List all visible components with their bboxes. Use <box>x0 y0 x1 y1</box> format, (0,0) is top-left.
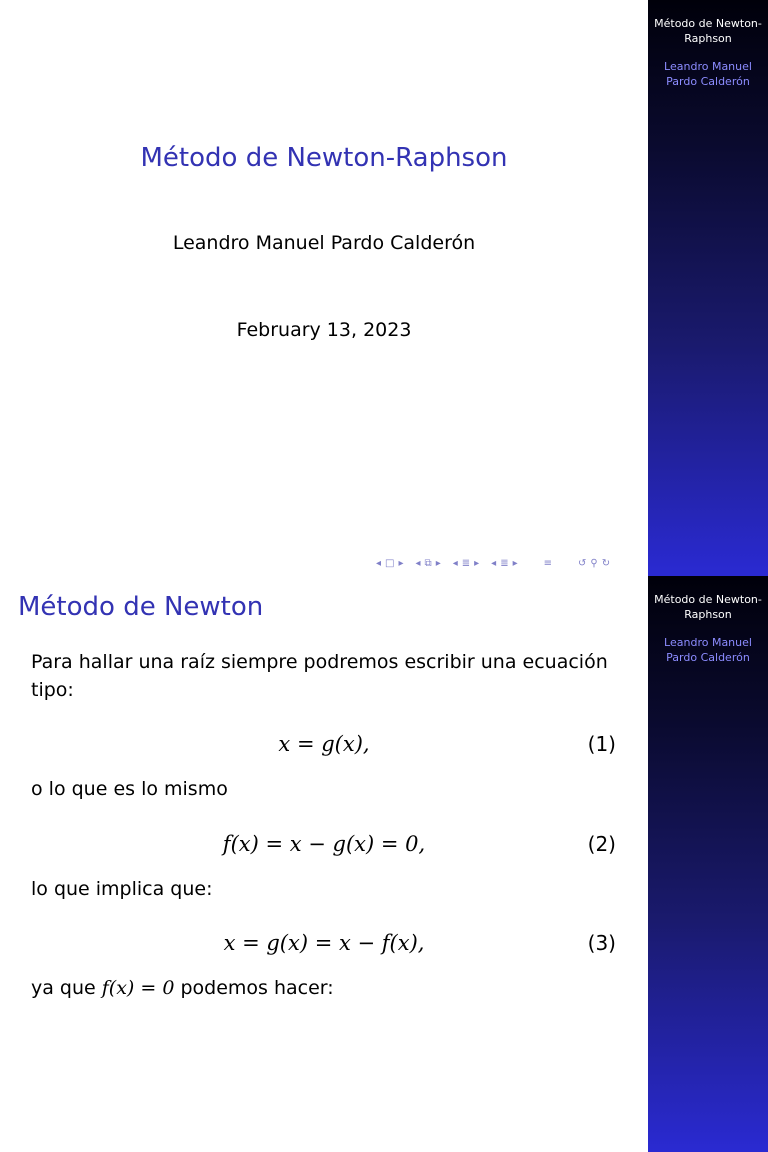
presentation-date: February 13, 2023 <box>236 319 412 341</box>
sidebar <box>648 576 768 1152</box>
arrow-left-icon[interactable]: ◂ <box>452 557 458 569</box>
arrow-right-icon[interactable]: ▸ <box>474 557 480 569</box>
equation-2 <box>0 832 648 862</box>
equation-2-number: (2) <box>587 832 616 856</box>
section-icon[interactable]: ≣ <box>461 557 471 569</box>
paragraph-4-tail: podemos hacer: <box>174 977 334 999</box>
presentation-author: Leandro Manuel Pardo Calderón <box>172 232 476 254</box>
arrow-left-icon[interactable]: ◂ <box>376 557 382 569</box>
undo-icon[interactable]: ↺ <box>578 557 587 569</box>
equation-3-expression: x = g(x) = x − f(x), <box>223 931 425 955</box>
arrow-left-icon[interactable]: ◂ <box>415 557 421 569</box>
equation-3-number: (3) <box>587 931 616 955</box>
paragraph-3: lo que implica que: <box>31 878 213 900</box>
inline-math: f(x) = 0 <box>101 977 175 999</box>
paragraph-2: o lo que es lo mismo <box>31 778 228 800</box>
beamer-navigation-bar <box>376 555 610 571</box>
equation-1-expression: x = g(x), <box>278 732 370 756</box>
equation-1-number: (1) <box>587 732 616 756</box>
sidebar-title[interactable]: Método de Newton-Raphson <box>654 17 762 45</box>
equation-2-expression: f(x) = x − g(x) = 0, <box>222 832 426 856</box>
arrow-right-icon[interactable]: ▸ <box>398 557 404 569</box>
sidebar-author[interactable]: Leandro Manuel Pardo Calderón <box>664 60 752 88</box>
redo-icon[interactable]: ↻ <box>601 557 611 569</box>
sidebar-author[interactable]: Leandro Manuel Pardo Calderón <box>664 636 752 664</box>
arrow-right-icon[interactable]: ▸ <box>435 557 441 569</box>
intro-paragraph: Para hallar una raíz siempre podremos escribir una ecuación tipo: <box>31 651 608 701</box>
content-slide <box>0 576 768 1152</box>
frame-title: Método de Newton <box>18 592 264 622</box>
document-icon[interactable]: ≣ <box>500 557 509 569</box>
frame-icon[interactable]: □ <box>385 557 395 569</box>
presentation-title: Método de Newton-Raphson <box>140 143 508 173</box>
equation-1 <box>0 732 648 762</box>
search-icon[interactable]: ⚲ <box>590 557 598 569</box>
equation-3 <box>0 931 648 961</box>
paragraph-4 <box>31 974 621 1002</box>
sidebar-title[interactable]: Método de Newton-Raphson <box>654 593 762 621</box>
align-icon[interactable]: ≡ <box>543 557 553 569</box>
arrow-right-icon[interactable]: ▸ <box>512 557 518 569</box>
paragraph-4-lead: ya que <box>31 977 102 999</box>
subsection-icon[interactable]: ⧉ <box>424 557 432 569</box>
arrow-left-icon[interactable]: ◂ <box>491 557 497 569</box>
sidebar <box>648 0 768 576</box>
